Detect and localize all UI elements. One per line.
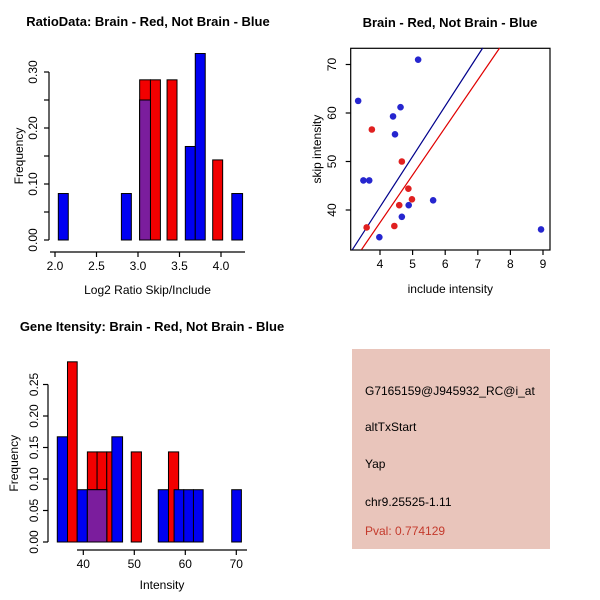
chart-title: Brain - Red, Not Brain - Blue: [362, 15, 538, 30]
hist-bar-not-brain: [232, 194, 243, 240]
scatter-point-not-brain: [405, 202, 412, 209]
x-tick-label: 60: [178, 557, 192, 571]
gene-info-panel: [300, 300, 600, 600]
hist-bar-not-brain: [174, 490, 184, 542]
y-tick-label: 0.10: [26, 172, 40, 196]
scatter-point-brain: [363, 224, 370, 231]
hist-bar-not-brain: [57, 437, 67, 542]
y-tick-label: 60: [325, 106, 339, 120]
hist-bar-not-brain: [193, 490, 203, 542]
y-tick-label: 0.20: [26, 116, 40, 140]
x-tick-label: 7: [474, 257, 482, 271]
y-tick-label: 0.25: [27, 372, 41, 397]
x-tick-label: 70: [229, 557, 243, 571]
y-tick-label: 0.15: [27, 435, 41, 460]
hist-bar-brain: [150, 80, 160, 240]
hist-bar-not-brain: [112, 437, 123, 542]
x-tick-label: 8: [507, 257, 514, 271]
x-tick-label: 4: [376, 257, 384, 271]
chart-title: RatioData: Brain - Red, Not Brain - Blue: [26, 14, 270, 29]
hist-bar-brain: [67, 362, 77, 542]
x-axis-title: Log2 Ratio Skip/Include: [84, 283, 211, 297]
scatter-point-not-brain: [390, 113, 397, 120]
x-tick-label: 2.0: [46, 259, 64, 273]
x-tick-label: 6: [441, 257, 449, 271]
scatter-point-brain: [399, 158, 406, 165]
scatter-point-not-brain: [430, 197, 437, 204]
x-tick-label: 2.5: [88, 259, 105, 273]
x-axis-title: include intensity: [407, 282, 494, 296]
gene-intensity-histogram-panel: [0, 300, 300, 600]
scatter-point-not-brain: [366, 177, 373, 184]
intensity-scatter-panel: [300, 0, 600, 300]
y-tick-label: 0.05: [27, 498, 41, 523]
hist-bar-brain: [167, 80, 177, 240]
pval-text: Pval: 0.774129: [365, 524, 446, 538]
y-axis-title: Frequency: [12, 127, 26, 185]
x-tick-label: 3.5: [171, 259, 188, 273]
chart-title: Gene Itensity: Brain - Red, Not Brain - Blue: [19, 319, 285, 334]
scatter-point-brain: [396, 202, 403, 209]
y-tick-label: 0.20: [27, 404, 41, 428]
scatter-point-not-brain: [392, 131, 399, 138]
scatter-point-not-brain: [538, 226, 545, 233]
scatter-point-not-brain: [397, 104, 404, 111]
y-tick-label: 70: [325, 57, 339, 72]
hist-bar-not-brain: [58, 194, 68, 240]
hist-bar-overlap: [87, 490, 106, 542]
hist-bar-not-brain: [121, 194, 131, 240]
hist-bar-not-brain: [158, 490, 168, 542]
ratio-histogram-panel: [0, 0, 300, 300]
hist-bar-brain: [131, 452, 141, 542]
scatter-point-not-brain: [376, 234, 383, 241]
x-axis-title: Intensity: [139, 578, 185, 592]
event-type-text: altTxStart: [365, 420, 417, 434]
x-tick-label: 3.0: [129, 259, 147, 273]
y-tick-label: 40: [325, 203, 339, 217]
scatter-point-not-brain: [399, 213, 406, 220]
locus-text: chr9.25525-1.11: [365, 495, 452, 509]
hist-bar-not-brain: [195, 54, 205, 240]
hist-bar-not-brain: [232, 490, 242, 542]
scatter-point-not-brain: [415, 56, 422, 63]
fit-line-not-brain-fit: [352, 48, 482, 250]
hist-bar-overlap: [140, 100, 151, 240]
y-tick-label: 0.00: [26, 228, 40, 252]
scatter-point-brain: [409, 196, 416, 203]
hist-bar-not-brain: [184, 490, 194, 542]
probe-id-text: G7165159@J945932_RC@i_at: [365, 384, 535, 398]
y-axis-title: skip intensity: [310, 114, 324, 184]
scatter-point-not-brain: [355, 98, 362, 105]
y-tick-label: 0.30: [26, 60, 40, 84]
scatter-point-not-brain: [360, 177, 367, 184]
fit-line-brain-fit: [361, 48, 499, 250]
y-tick-label: 0.10: [27, 467, 41, 491]
gene-info-box: [352, 349, 550, 549]
x-tick-label: 4.0: [212, 259, 230, 273]
x-tick-label: 5: [409, 257, 416, 271]
hist-bar-not-brain: [185, 146, 195, 240]
y-axis-title: Frequency: [7, 434, 21, 492]
x-tick-label: 40: [76, 557, 90, 571]
gene-name-text: Yap: [365, 457, 386, 471]
x-tick-label: 9: [539, 257, 547, 271]
y-tick-label: 0.00: [27, 530, 41, 554]
plot-box: [351, 48, 550, 250]
hist-bar-not-brain: [77, 490, 87, 542]
hist-bar-brain: [213, 160, 223, 240]
scatter-point-brain: [391, 223, 398, 230]
x-tick-label: 50: [127, 557, 141, 571]
scatter-point-brain: [369, 126, 376, 133]
y-tick-label: 50: [325, 154, 339, 169]
scatter-point-brain: [405, 185, 412, 192]
